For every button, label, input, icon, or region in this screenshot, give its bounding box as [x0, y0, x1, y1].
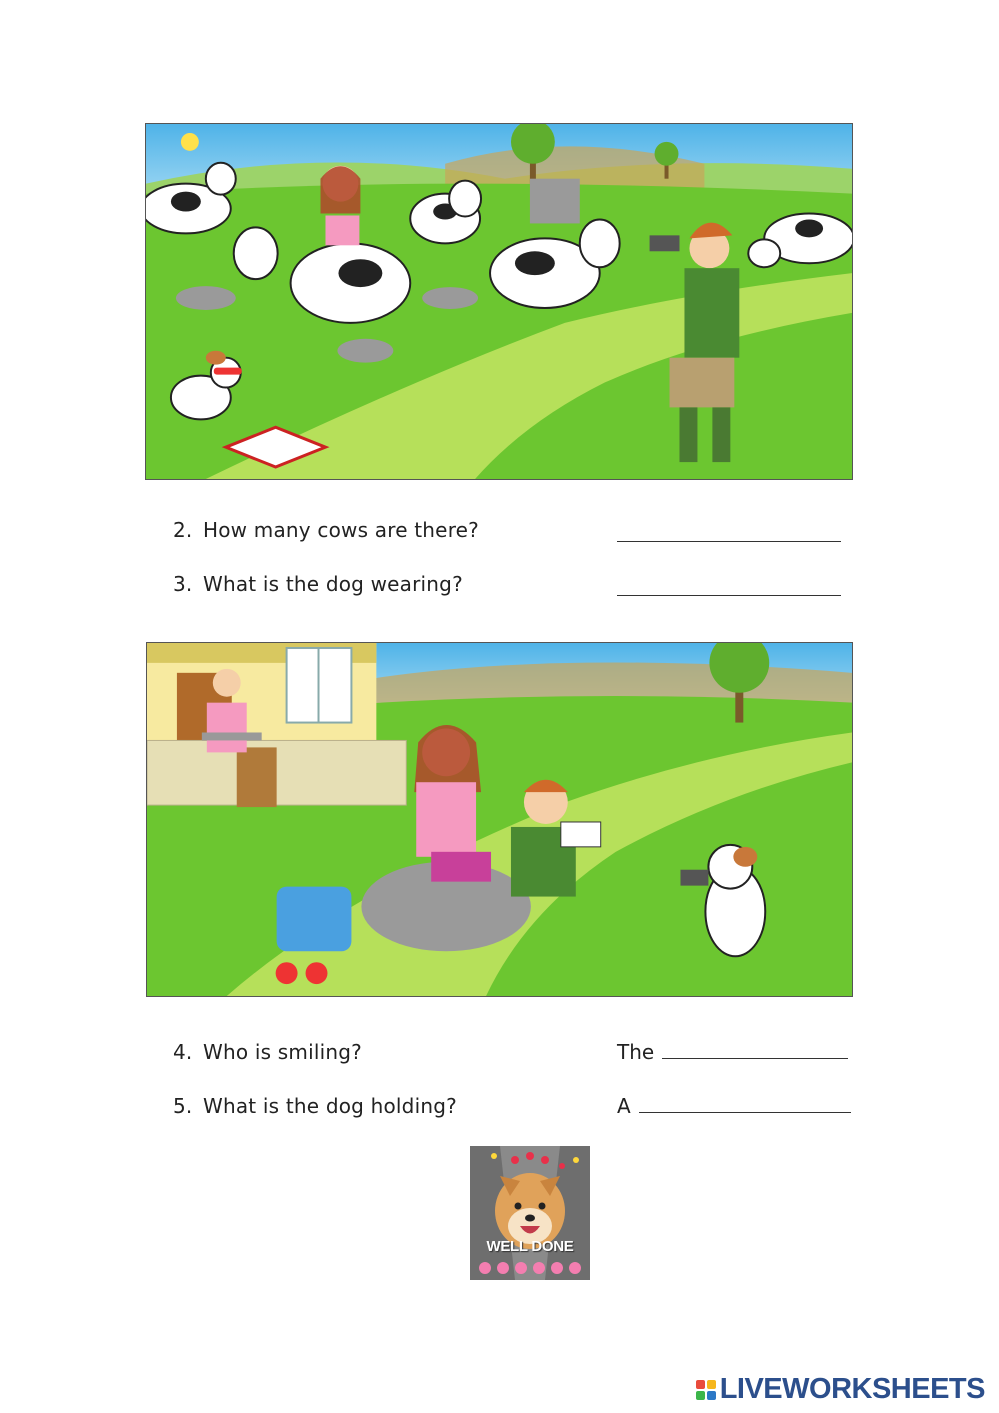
well-done-text: WELL DONE [486, 1238, 574, 1255]
answer-2-field[interactable] [617, 541, 841, 542]
answer-4 [617, 1040, 848, 1064]
question-text: What is the dog holding? [203, 1094, 457, 1118]
question-text: What is the dog wearing? [203, 572, 463, 596]
liveworksheets-logo[interactable] [696, 1373, 985, 1406]
answer-5-field[interactable] [639, 1111, 851, 1113]
picnic-illustration [146, 642, 853, 997]
question-number: 2. [173, 518, 193, 542]
question-text: Who is smiling? [203, 1040, 362, 1064]
answer-5 [617, 1094, 851, 1118]
question-number: 3. [173, 572, 193, 596]
question-4 [173, 1040, 362, 1064]
farm-cows-illustration [145, 123, 853, 480]
answer-prefix: The [617, 1040, 655, 1064]
answer-4-field[interactable] [662, 1057, 848, 1059]
logo-mark-icon [696, 1380, 716, 1400]
logo-text: LIVEWORKSHEETS [719, 1373, 985, 1405]
answer-prefix: A [617, 1094, 631, 1118]
question-number: 4. [173, 1040, 193, 1064]
answer-3-field[interactable] [617, 595, 841, 596]
question-text: How many cows are there? [203, 518, 479, 542]
question-2 [173, 518, 479, 542]
question-3 [173, 572, 463, 596]
question-5 [173, 1094, 457, 1118]
question-number: 5. [173, 1094, 193, 1118]
well-done-image [470, 1146, 590, 1280]
